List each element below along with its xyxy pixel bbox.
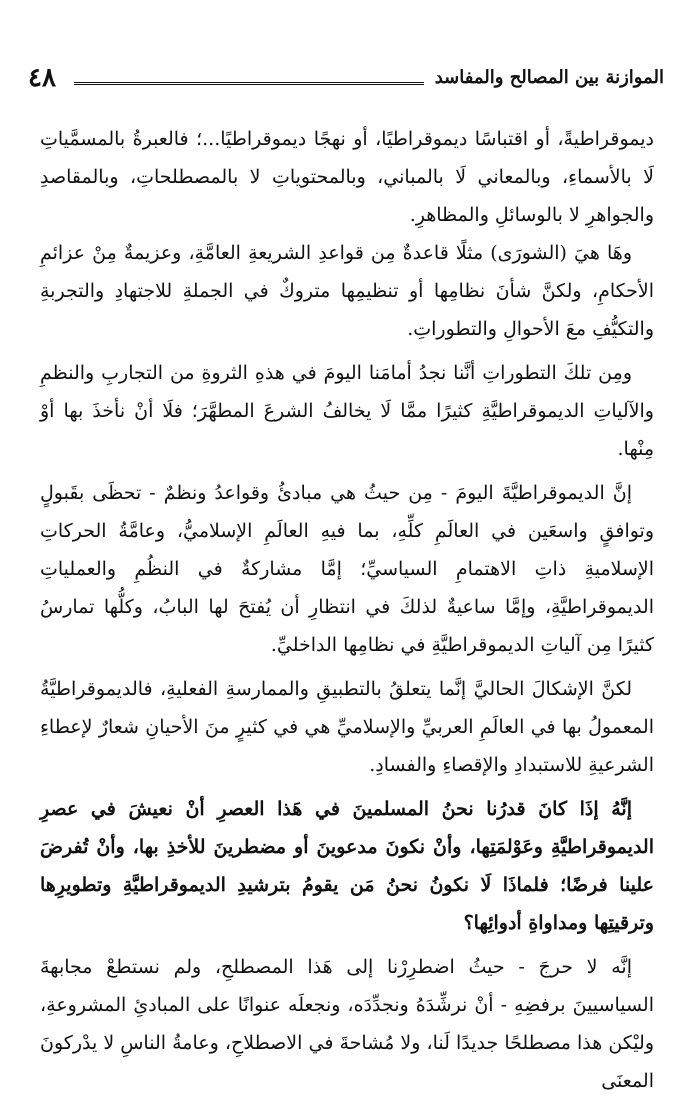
page-body [40,120,654,1100]
paragraph-6-bold: إنَّهُ إذَا كانَ قدرُنا نحنُ المسلمينَ في هَذا العصرِ أنْ نعيشَ في عصرِ الديموقراطيَّةِ وعَوْلمَتِها، وأنْ نكونَ مدعوينَ أو مضطرينَ للأخذِ بها، وأنْ تُفرضَ علينا فرضًا؛ فلماذَا لَا نكونُ نحنُ مَن يقومُ بترشيدِ الديموقراطيَّةِ وتطويرِها وترقيتِها ومداواةِ أدوائِها؟ [40,798,654,934]
page-number: ٤٨ [28,63,56,93]
paragraph-2: وهَا هيَ (الشورَى) مثلًا قاعدةٌ مِن قواعدِ الشريعةِ العامَّةِ، وعزيمةٌ مِنْ عزائمِ الأحكامِ، ولكنَّ شأنَ نظامِها أو تنظيمِها متروكٌ في الجملةِ للاجتهادِ والتجربةِ والتكيُّفِ معَ الأحوالِ والتطوراتِ. [40,242,654,340]
running-title: الموازنة بين المصالح والمفاسد [434,67,664,88]
paragraph-4: إنَّ الديموقراطيَّةَ اليومَ - مِن حيثُ هي مبادئُ وقواعدُ ونظمٌ - تحظَى بقَبولٍ وتوافقٍ واسعَين في العالَمِ كلِّهِ، بما فيهِ العالَمِ الإسلاميُّ، وعامَّةُ الحركاتِ الإسلاميةِ ذاتِ الاهتمامِ السياسيِّ؛ إمَّا مشاركةٌ في النظُمِ والعملياتِ الديموقراطيَّةِ، وإمَّا ساعيةٌ لذلكَ في انتظارِ أن يُفتحَ لها البابُ، وكلُّها تمارسُ كثيرًا مِن آلياتِ الديموقراطيَّةِ في نظامِها الداخليِّ. [40,482,654,656]
page-header [28,58,664,104]
header-rule [74,82,424,85]
paragraph-5: لكنَّ الإشكالَ الحاليَّ إنَّما يتعلقُ بالتطبيقِ والممارسةِ الفعليةِ، فالديموقراطيَّةُ المعمولُ بها في العالَمِ العربيِّ والإسلاميِّ هي في كثيرٍ منَ الأحيانِ شعارٌ لإعطاءِ الشرعيةِ للاستبدادِ والإقصاءِ والفسادِ. [40,678,654,776]
paragraph-7: إنَّه لا حرجَ - حيثُ اضطرِرْنا إلى هَذا المصطلحِ، ولم نستطعْ مجابهةَ السياسيينَ برفضِهِ - أنْ نرشِّدَهُ ونجدِّدَه، ونجعلَه عنوانًا على المبادئِ المشروعةِ، وليْكن هذا مصطلحًا جديدًا لَنا، ولا مُشاحةَ في الاصطلاحِ، وعامةُ الناسِ لا يدْركونَ المعنَى [40,956,654,1092]
paragraph-3: ومِن تلكَ التطوراتِ أنَّنا نجدُ أمامَنا اليومَ في هذهِ الثروةِ من التجاربِ والنظمِ والآلياتِ الديموقراطيَّةِ كثيرًا ممَّا لَا يخالفُ الشرعَ المطهَّرَ؛ فلَا أنْ نأخذَ بها أوْ مِنْها. [40,362,654,460]
paragraph-1: ديموقراطيةً، أو اقتباسًا ديموقراطيًا، أو نهجًا ديموقراطيًا...؛ فالعبرةُ بالمسمَّياتِ لَا بالأسماءِ، وبالمعاني لَا بالمباني، وبالمحتوياتِ لا بالمصطلحاتِ، وبالمقاصدِ والجواهرِ لا بالوسائلِ والمظاهرِ. [40,128,654,226]
